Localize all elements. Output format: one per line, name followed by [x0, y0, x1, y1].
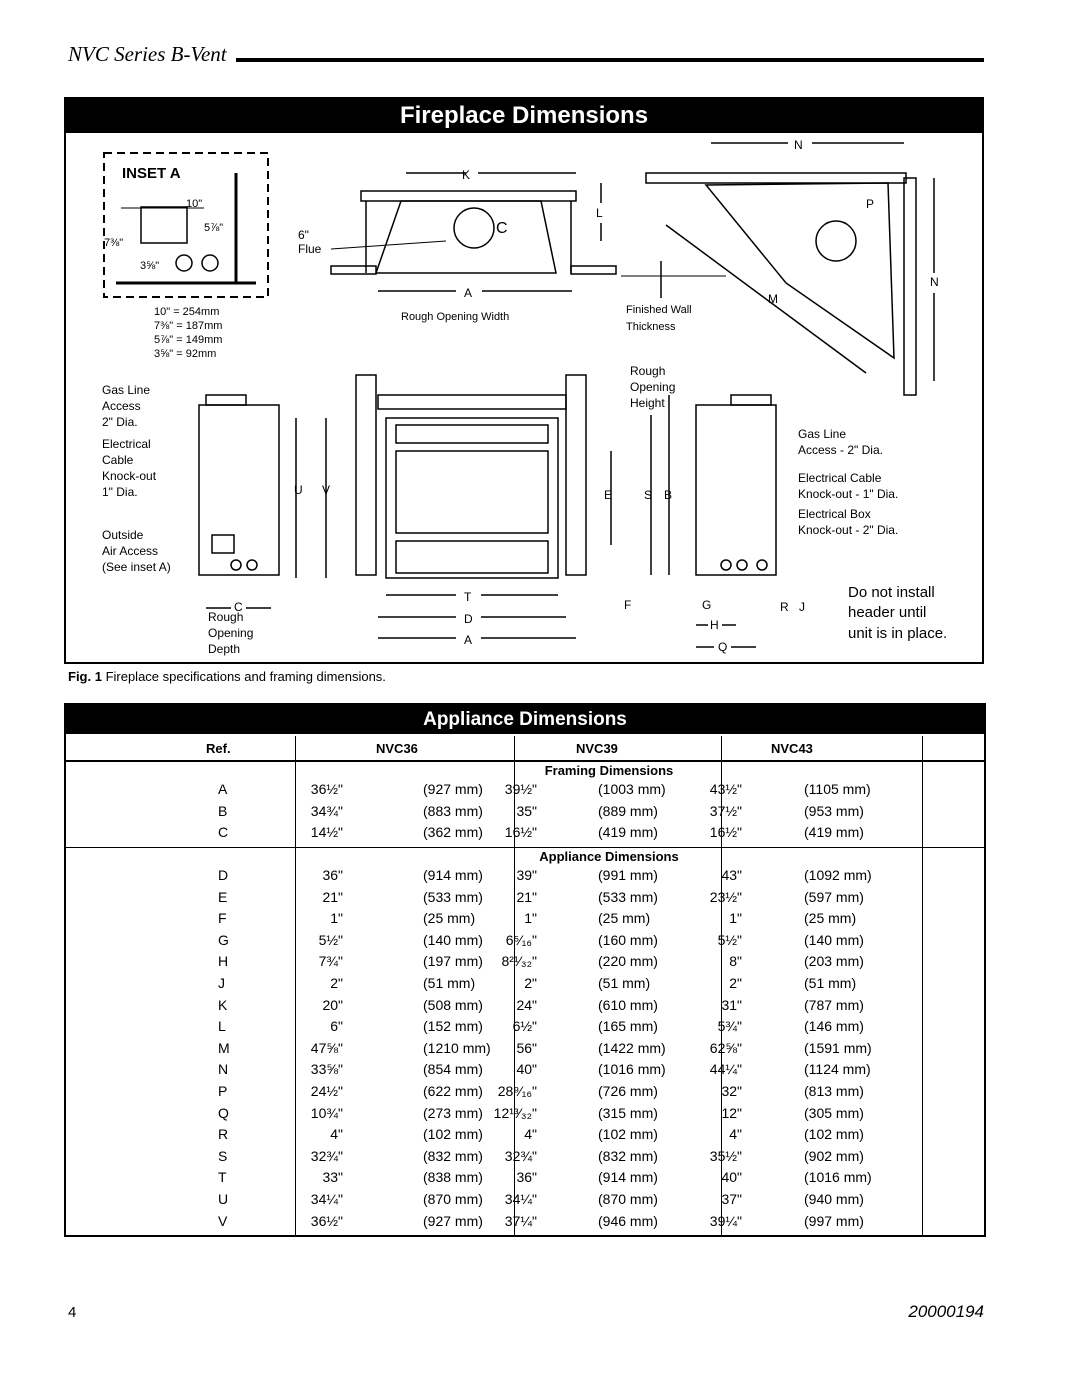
label-k: K [462, 168, 471, 182]
table-cell: (813 mm) [804, 1083, 864, 1099]
table-cell: 5½" [318, 931, 343, 948]
table-banner: Appliance Dimensions [66, 705, 984, 734]
label-n-top: N [794, 138, 803, 152]
inset-dim-358: 3⅝" [140, 260, 160, 272]
left-callout-7: Outside [102, 528, 144, 542]
inset-conv-0: 10" = 254mm [154, 306, 220, 318]
table-cell: (305 mm) [804, 1104, 864, 1121]
table-cell: 6" [330, 1018, 343, 1035]
row-ref: T [218, 1169, 227, 1186]
label-n-side: N [930, 275, 939, 289]
corner-view [646, 138, 939, 395]
left-callout-0: Gas Line [102, 383, 151, 397]
table-cell: (102 mm) [804, 1126, 864, 1143]
left-callout-6: 1" Dia. [102, 485, 138, 499]
table-cell: 4" [330, 1126, 343, 1143]
table-cell: 7¾" [318, 953, 343, 970]
table-cell: 40" [516, 1061, 537, 1078]
label-a-bot: A [464, 633, 473, 647]
table-cell: (140 mm) [804, 931, 864, 948]
table-cell: (870 mm) [598, 1191, 658, 1207]
table-cell: (220 mm) [598, 953, 658, 970]
left-callout-3: Electrical [102, 437, 151, 451]
note-2: unit is in place. [848, 625, 948, 642]
right-callout-0: Gas Line [798, 427, 847, 441]
table-cell: 39½" [504, 781, 537, 797]
rough-height-1: Opening [630, 380, 676, 394]
table-cell: 12¹³⁄₃₂" [493, 1104, 537, 1121]
table-cell: (726 mm) [598, 1083, 658, 1099]
table-cell: 2" [729, 975, 742, 991]
table-cell: (914 mm) [423, 867, 483, 883]
table-cell: (1003 mm) [598, 781, 666, 797]
table-cell: 6½" [512, 1018, 537, 1035]
table-cell: (832 mm) [423, 1147, 483, 1164]
table-cell: (838 mm) [423, 1169, 483, 1186]
row-ref: V [218, 1212, 228, 1229]
rough-depth-2: Depth [208, 642, 241, 656]
series-title: NVC Series B-Vent [68, 42, 227, 66]
col-head-ref: Ref. [206, 741, 231, 756]
table-cell: 37" [721, 1191, 742, 1207]
note-0: Do not install [848, 584, 935, 601]
table-cell: 43" [721, 867, 742, 883]
inset-conv-1: 7⅜" = 187mm [154, 320, 223, 332]
table-cell: (1591 mm) [804, 1039, 872, 1056]
section-rule [66, 847, 984, 848]
note-1: header until [848, 604, 927, 621]
table-cell: (508 mm) [423, 996, 483, 1013]
table-cell: (991 mm) [598, 867, 658, 883]
table-cell: (610 mm) [598, 996, 658, 1013]
table-cell: 31" [721, 996, 742, 1013]
row-ref: M [218, 1039, 230, 1056]
table-cell: (883 mm) [423, 802, 483, 819]
table-cell: (870 mm) [423, 1191, 483, 1207]
table-cell: 39" [516, 867, 537, 883]
col-head-nvc39: NVC39 [576, 741, 618, 756]
table-cell: (419 mm) [804, 824, 864, 841]
row-ref: C [218, 824, 229, 841]
figure-caption [68, 669, 386, 684]
table-cell: 35½" [709, 1147, 742, 1164]
left-callout-2: 2" Dia. [102, 415, 138, 429]
label-u: U [294, 483, 303, 497]
inset-dim-10: 10" [186, 198, 203, 210]
table-cell: 33" [322, 1169, 343, 1186]
table-cell: 34¼" [504, 1191, 537, 1207]
table-cell: (25 mm) [804, 910, 857, 927]
col-head-nvc43: NVC43 [771, 741, 813, 756]
label-p: P [866, 197, 875, 211]
table-cell: 62⅝" [709, 1039, 742, 1056]
row-ref: P [218, 1083, 228, 1099]
table-cell: 24" [516, 996, 537, 1013]
table-cell: 23½" [709, 888, 742, 905]
figure-banner: Fireplace Dimensions [66, 99, 982, 133]
table-cell: 47⅝" [310, 1039, 343, 1056]
left-callout-4: Cable [102, 453, 134, 467]
table-cell: 43½" [709, 781, 742, 797]
row-ref: J [218, 975, 225, 991]
table-cell: (140 mm) [423, 931, 483, 948]
table-cell: (946 mm) [598, 1212, 658, 1229]
table-cell: 32" [721, 1083, 742, 1099]
label-e: E [604, 488, 613, 502]
left-callout-5: Knock-out [102, 469, 157, 483]
table-cell: 40" [721, 1169, 742, 1186]
table-cell: (25 mm) [598, 910, 651, 927]
left-callout-1: Access [102, 399, 141, 413]
table-cell: 1" [524, 910, 537, 927]
label-t: T [464, 590, 472, 604]
table-cell: (102 mm) [423, 1126, 483, 1143]
table-cell: (1210 mm) [423, 1039, 491, 1056]
table-cell: (152 mm) [423, 1018, 483, 1035]
table-cell: 8²¹⁄₃₂" [501, 953, 537, 970]
table-cell: 20" [322, 996, 343, 1013]
label-g: G [702, 598, 712, 612]
row-ref: K [218, 996, 228, 1013]
table-cell: (533 mm) [423, 888, 483, 905]
row-ref: S [218, 1147, 228, 1164]
table-cell: (102 mm) [598, 1126, 658, 1143]
inset-dim-578: 5⅞" [204, 222, 224, 234]
table-cell: (315 mm) [598, 1104, 658, 1121]
rough-height-0: Rough [630, 364, 666, 378]
label-r: R [780, 600, 789, 614]
row-ref: G [218, 931, 229, 948]
right-callout-5: Knock-out - 2" Dia. [798, 523, 899, 537]
table-cell: 10¾" [310, 1104, 343, 1121]
finished-wall-1: Thickness [626, 321, 676, 333]
right-callout-2: Electrical Cable [798, 471, 882, 485]
table-cell: (597 mm) [804, 888, 864, 905]
table-cell: (165 mm) [598, 1018, 658, 1035]
label-cl: C [496, 220, 508, 237]
col-head-nvc36: NVC36 [376, 741, 418, 756]
col-divider-4 [922, 736, 923, 1237]
table-cell: 32¾" [504, 1147, 537, 1164]
table-cell: (927 mm) [423, 781, 483, 797]
figure-caption-text: Fireplace specifications and framing dimensions. [101, 669, 386, 684]
table-cell: (927 mm) [423, 1212, 483, 1229]
section-title-framing: Framing Dimensions [544, 763, 674, 778]
table-cell: 37¼" [504, 1212, 537, 1229]
row-ref: N [218, 1061, 229, 1078]
table-cell: (997 mm) [804, 1212, 864, 1229]
label-c: C [234, 600, 243, 614]
label-d: D [464, 612, 473, 626]
section-title-appliance: Appliance Dimensions [539, 849, 679, 864]
label-h: H [710, 618, 719, 632]
table-cell: (854 mm) [423, 1061, 483, 1078]
table-cell: 39¼" [709, 1212, 742, 1229]
inset-dim-738: 7⅜" [104, 237, 124, 249]
table-cell: (953 mm) [804, 802, 864, 819]
table-cell: 14½" [310, 824, 343, 841]
table-cell: (51 mm) [423, 975, 476, 991]
table-cell: (51 mm) [598, 975, 651, 991]
row-ref: E [218, 888, 228, 905]
table-cell: (914 mm) [598, 1169, 658, 1186]
fireplace-diagram [66, 133, 982, 662]
right-callout-4: Electrical Box [798, 507, 871, 521]
table-cell: 33⅝" [310, 1061, 343, 1078]
table-cell: (1016 mm) [804, 1169, 872, 1186]
finished-wall-0: Finished Wall [626, 304, 692, 316]
row-ref: B [218, 802, 228, 819]
table-cell: (146 mm) [804, 1018, 864, 1035]
row-ref: Q [218, 1104, 229, 1121]
table-cell: (1016 mm) [598, 1061, 666, 1078]
table-cell: 36" [516, 1169, 537, 1186]
table-cell: 34¼" [310, 1191, 343, 1207]
table-cell: 44¼" [709, 1061, 742, 1078]
table-cell: 1" [330, 910, 343, 927]
table-cell: 28⁹⁄₁₆" [497, 1083, 537, 1099]
front-view [199, 375, 805, 654]
table-cell: (622 mm) [423, 1083, 483, 1099]
label-j: J [799, 600, 805, 614]
table-cell: 5½" [717, 931, 742, 948]
page-number: 4 [68, 1304, 77, 1321]
left-callout-8: Air Access [102, 544, 159, 558]
table-cell: (419 mm) [598, 824, 658, 841]
label-m: M [768, 292, 778, 306]
table-cell: (1092 mm) [804, 867, 872, 883]
label-q: Q [718, 640, 728, 654]
table-cell: (1422 mm) [598, 1039, 666, 1056]
label-v: V [322, 483, 331, 497]
row-ref: A [218, 781, 228, 797]
document-number: 20000194 [908, 1302, 984, 1321]
label-s: S [644, 488, 653, 502]
table-cell: 37½" [709, 802, 742, 819]
rough-depth-0: Rough [208, 610, 244, 624]
table-cell: (902 mm) [804, 1147, 864, 1164]
table-cell: 8" [729, 953, 742, 970]
table-cell: 34¾" [310, 802, 343, 819]
table-cell: (787 mm) [804, 996, 864, 1013]
table-cell: (197 mm) [423, 953, 483, 970]
table-cell: 21" [516, 888, 537, 905]
table-cell: 24½" [310, 1083, 343, 1099]
right-callouts [798, 427, 947, 642]
table-cell: (51 mm) [804, 975, 857, 991]
table-cell: 1" [729, 910, 742, 927]
inset-a [104, 153, 268, 360]
row-ref: D [218, 867, 229, 883]
table-cell: 36½" [310, 1212, 343, 1229]
table-cell: (1124 mm) [804, 1061, 871, 1078]
row-ref: F [218, 910, 227, 927]
left-callouts [102, 364, 675, 656]
table-cell: 12" [721, 1104, 742, 1121]
table-cell: (533 mm) [598, 888, 658, 905]
table-cell: 35" [516, 802, 537, 819]
table-cell: (160 mm) [598, 931, 658, 948]
inset-title: INSET A [122, 165, 181, 182]
top-view [298, 168, 726, 333]
table-cell: (203 mm) [804, 953, 864, 970]
label-a-top: A [464, 286, 473, 300]
left-callout-9: (See inset A) [102, 560, 171, 574]
header-rule [236, 58, 984, 62]
table-cell: (362 mm) [423, 824, 483, 841]
table-cell: 16½" [504, 824, 537, 841]
table-cell: 2" [330, 975, 343, 991]
table-cell: (1105 mm) [804, 781, 871, 797]
figure-caption-ref: Fig. 1 [68, 669, 102, 684]
table-cell: (889 mm) [598, 802, 658, 819]
rough-depth-1: Opening [208, 626, 254, 640]
table-cell: 5¾" [717, 1018, 742, 1035]
table-cell: (273 mm) [423, 1104, 483, 1121]
inset-conv-3: 3⅝" = 92mm [154, 348, 217, 360]
row-ref: U [218, 1191, 229, 1207]
table-cell: 6⁵⁄₁₆" [505, 931, 537, 948]
label-l: L [596, 206, 603, 220]
rough-width: Rough Opening Width [401, 311, 510, 323]
table-cell: (25 mm) [423, 910, 476, 927]
table-cell: (832 mm) [598, 1147, 658, 1164]
label-f: F [624, 598, 632, 612]
right-callout-3: Knock-out - 1" Dia. [798, 487, 899, 501]
table-cell: 56" [516, 1039, 537, 1056]
row-ref: R [218, 1126, 229, 1143]
table-cell: 36½" [310, 781, 343, 797]
table-cell: 32¾" [310, 1147, 343, 1164]
right-callout-1: Access - 2" Dia. [798, 443, 883, 457]
table-cell: 4" [729, 1126, 742, 1143]
row-ref: L [218, 1018, 226, 1035]
flue-1: Flue [298, 242, 322, 256]
appliance-dimensions-table [64, 703, 986, 1237]
table-cell: 16½" [709, 824, 742, 841]
table-cell: (940 mm) [804, 1191, 864, 1207]
table-cell: 36" [322, 867, 343, 883]
rough-height-2: Height [630, 396, 665, 410]
header-rule-line [66, 760, 984, 762]
figure-panel [64, 97, 984, 664]
table-cell: 2" [524, 975, 537, 991]
row-ref: H [218, 953, 229, 970]
label-b: B [664, 488, 673, 502]
flue-0: 6" [298, 228, 309, 242]
table-cell: 21" [322, 888, 343, 905]
inset-conv-2: 5⅞" = 149mm [154, 334, 223, 346]
table-cell: 4" [524, 1126, 537, 1143]
